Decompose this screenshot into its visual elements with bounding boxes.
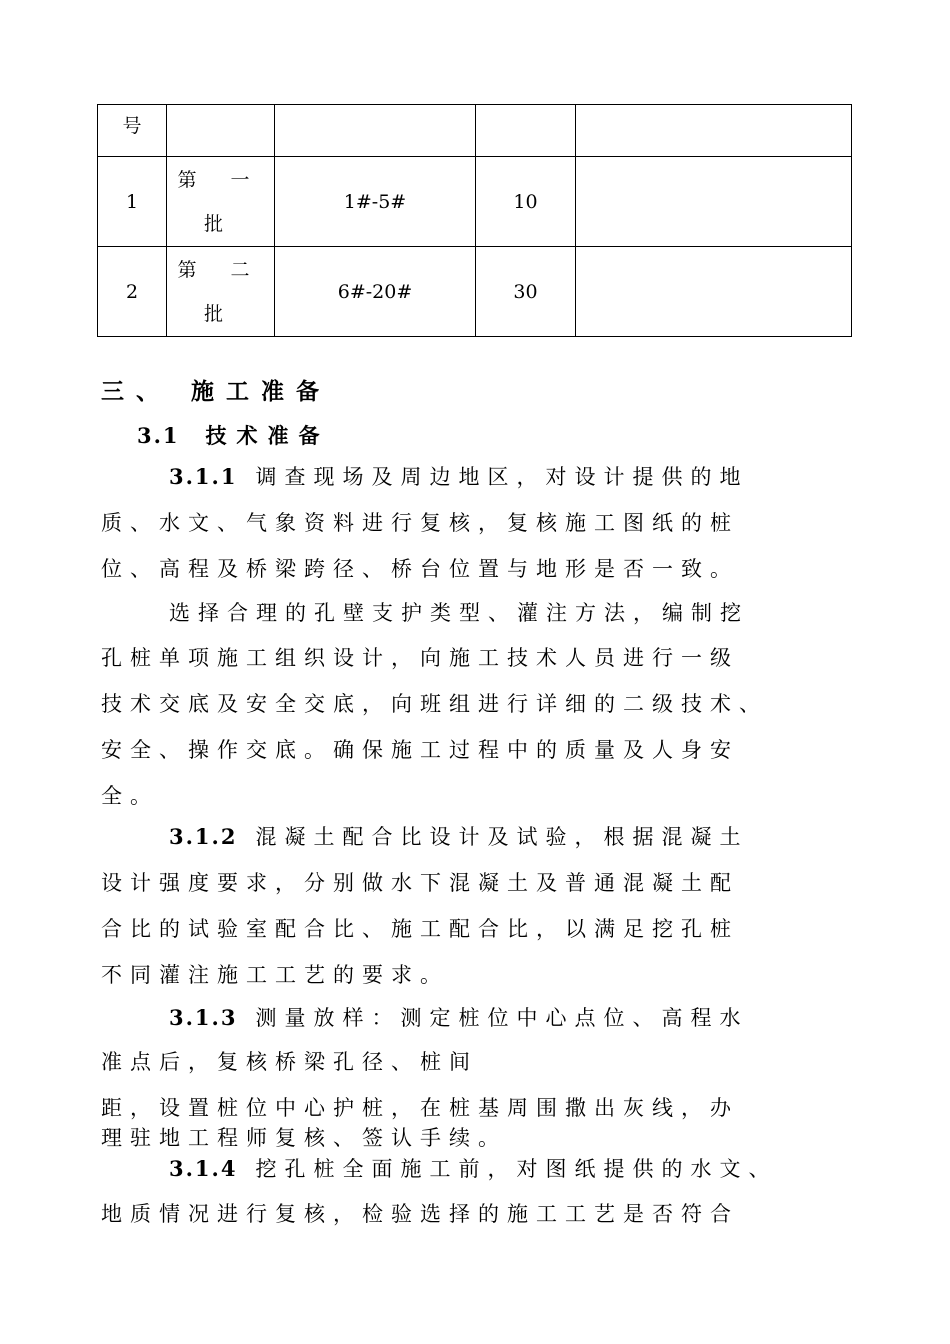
para2-line3: 技术交底及安全交底，向班组进行详细的二级技术、 [101, 692, 768, 716]
row-batch [167, 247, 275, 337]
para1-line1 [169, 461, 748, 491]
para4-text: 测量放样：测定桩位中心点位、高程水 [255, 1006, 749, 1030]
batch-line-2: 批 [203, 302, 237, 325]
para3-line2: 设计强度要求，分别做水下混凝土及普通混凝土配 [101, 871, 739, 895]
row-count: 10 [476, 157, 576, 247]
para1-line2: 质、水文、气象资料进行复核，复核施工图纸的桩 [101, 511, 739, 535]
section-title: 三、 施工准备 [101, 378, 332, 405]
para3-number: 3.1.2 [169, 824, 238, 849]
para3-line3: 合比的试验室配合比、施工配合比，以满足挖孔桩 [101, 917, 739, 941]
para2-line2: 孔桩单项施工组织设计，向施工技术人员进行一级 [101, 646, 739, 670]
para2-line4: 安全、操作交底。确保施工过程中的质量及人身安 [101, 738, 739, 762]
table-header-row [98, 105, 852, 157]
row-count: 30 [476, 247, 576, 337]
para3-text: 混凝土配合比设计及试验，根据混凝土 [255, 825, 749, 849]
row-note [576, 247, 852, 337]
subsection-title [137, 420, 330, 450]
para5-number: 3.1.4 [169, 1156, 238, 1181]
row-piles: 6#-20# [275, 247, 476, 337]
header-cell [167, 105, 275, 157]
batch-line-1: 第 一 [177, 168, 264, 191]
row-no: 1 [98, 157, 167, 247]
para1-line3: 位、高程及桥梁跨径、桥台位置与地形是否一致。 [101, 557, 739, 581]
table-row [98, 247, 852, 337]
para4-line4: 理驻地工程师复核、签认手续。 [101, 1126, 507, 1150]
row-note [576, 157, 852, 247]
para1-number: 3.1.1 [169, 464, 238, 489]
row-piles: 1#-5# [275, 157, 476, 247]
subsection-number: 3.1 [137, 423, 180, 448]
table-row [98, 157, 852, 247]
header-cell [476, 105, 576, 157]
para3-line4: 不同灌注施工工艺的要求。 [101, 963, 449, 987]
para5-text: 挖孔桩全面施工前，对图纸提供的水文、 [255, 1157, 778, 1181]
row-batch [167, 157, 275, 247]
batch-line-1: 第 二 [177, 258, 264, 281]
para3-line1 [169, 821, 748, 851]
header-cell [275, 105, 476, 157]
para5-line2: 地质情况进行复核，检验选择的施工工艺是否符合 [101, 1202, 739, 1226]
subsection-label: 技术准备 [205, 423, 330, 448]
header-no-cell: 号 [98, 105, 167, 157]
row-no: 2 [98, 247, 167, 337]
batch-line-2: 批 [203, 212, 237, 235]
para4-line2: 准点后，复核桥梁孔径、桩间 [101, 1050, 478, 1074]
para5-line1 [169, 1153, 777, 1183]
header-cell [576, 105, 852, 157]
para4-number: 3.1.3 [169, 1005, 238, 1030]
para2-line1: 选择合理的孔壁支护类型、灌注方法，编制挖 [169, 601, 749, 625]
batch-table [97, 104, 852, 337]
para2-line5: 全。 [101, 784, 159, 808]
para1-text: 调查现场及周边地区，对设计提供的地 [255, 465, 749, 489]
para4-line1 [169, 1002, 748, 1032]
para4-line3: 距，设置桩位中心护桩，在桩基周围撒出灰线，办 [101, 1096, 739, 1120]
